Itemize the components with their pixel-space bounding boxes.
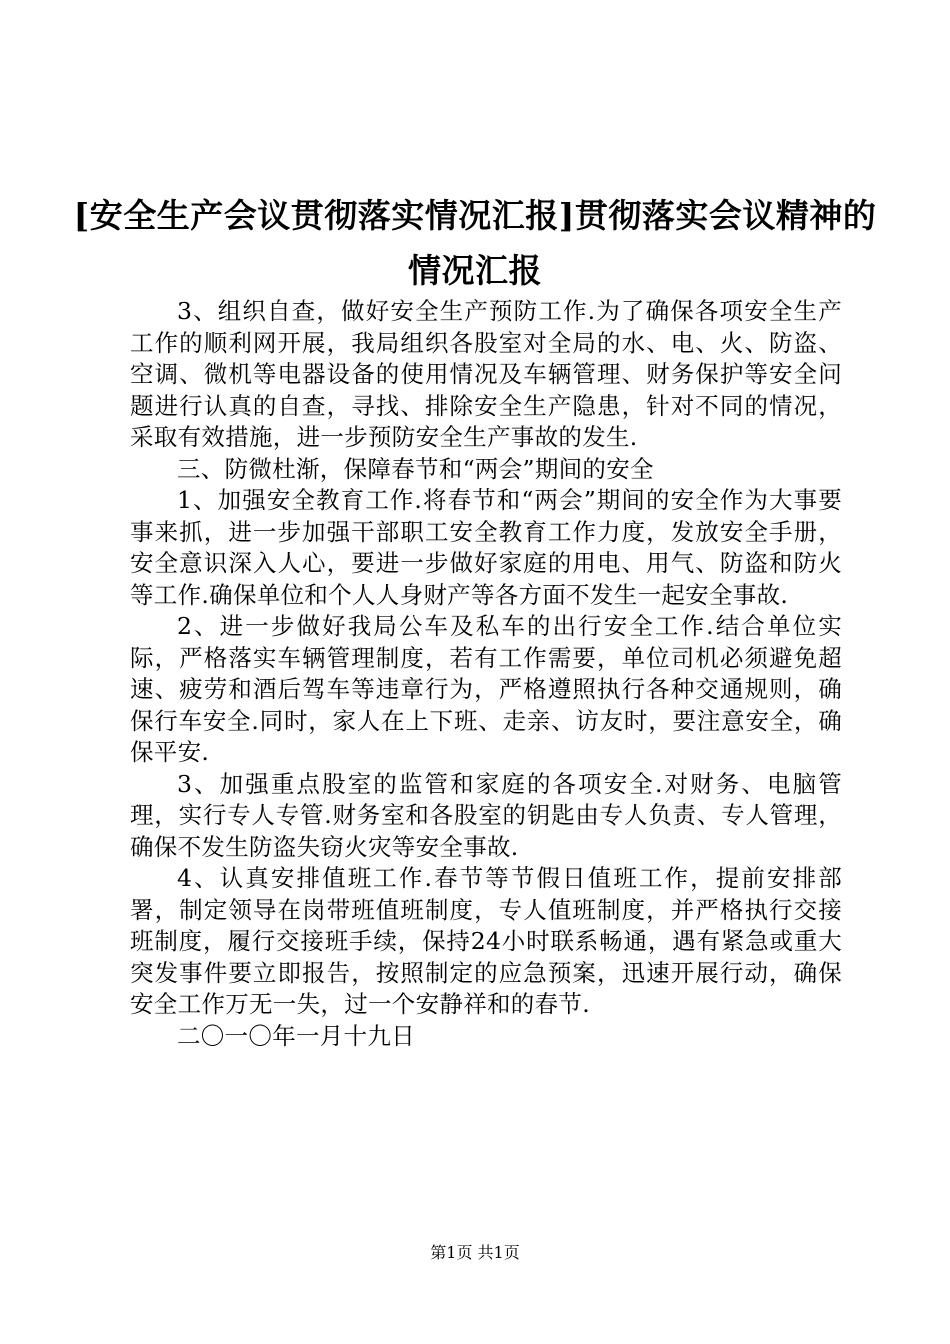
paragraph-self-inspection: 3、组织自查，做好安全生产预防工作.为了确保各项安全生产工作的顺利网开展，我局组织各股室对全局的水、电、火、防盗、空调、微机等电器设备的使用情况及车辆管理、财务保护等安全问题进行认真的自查，寻找、排除安全生产隐患，针对不同的情况，采取有效措施，进一步预防安全生产事故的发生.: [130, 297, 842, 451]
page-footer: 第1页 共1页: [430, 1243, 520, 1262]
paragraph-duty-arrangement: 4、认真安排值班工作.春节等节假日值班工作，提前安排部署，制定领导在岗带班值班制度，专人值班制度，并严格执行交接班制度，履行交接班手续，保持24小时联系畅通，遇有紧急或重大突发事件要立即报告，按照制定的应急预案，迅速开展行动，确保安全工作万无一失，过一个安静祥和的春节.: [130, 864, 842, 1018]
section-heading-holiday-safety: 三、防微杜渐，保障春节和“两会”期间的安全: [177, 454, 654, 483]
paragraph-key-office-security: 3、加强重点股室的监管和家庭的各项安全.对财务、电脑管理，实行专人专管.财务室和各股室的钥匙由专人负责、专人管理，确保不发生防盗失窃火灾等安全事故.: [130, 769, 842, 861]
paragraph-vehicle-safety: 2、进一步做好我局公车及私车的出行安全工作.结合单位实际，严格落实车辆管理制度，若有工作需要，单位司机必须避免超速、疲劳和酒后驾车等违章行为，严格遵照执行各种交通规则，确保行车安全.同时，家人在上下班、走亲、访友时，要注意安全，确保平安.: [130, 612, 842, 766]
document-body: [130, 296, 842, 1052]
paragraph-safety-education: 1、加强安全教育工作.将春节和“两会”期间的安全作为大事要事来抓，进一步加强干部职工安全教育工作力度，发放安全手册，安全意识深入人心，要进一步做好家庭的用电、用气、防盗和防火等工作.确保单位和个人人身财产等各方面不发生一起安全事故.: [130, 486, 842, 609]
document-title: [安全生产会议贯彻落实情况汇报]贯彻落实会议精神的情况汇报: [73, 196, 877, 290]
document-date: 二〇一〇年一月十九日: [177, 1021, 415, 1050]
